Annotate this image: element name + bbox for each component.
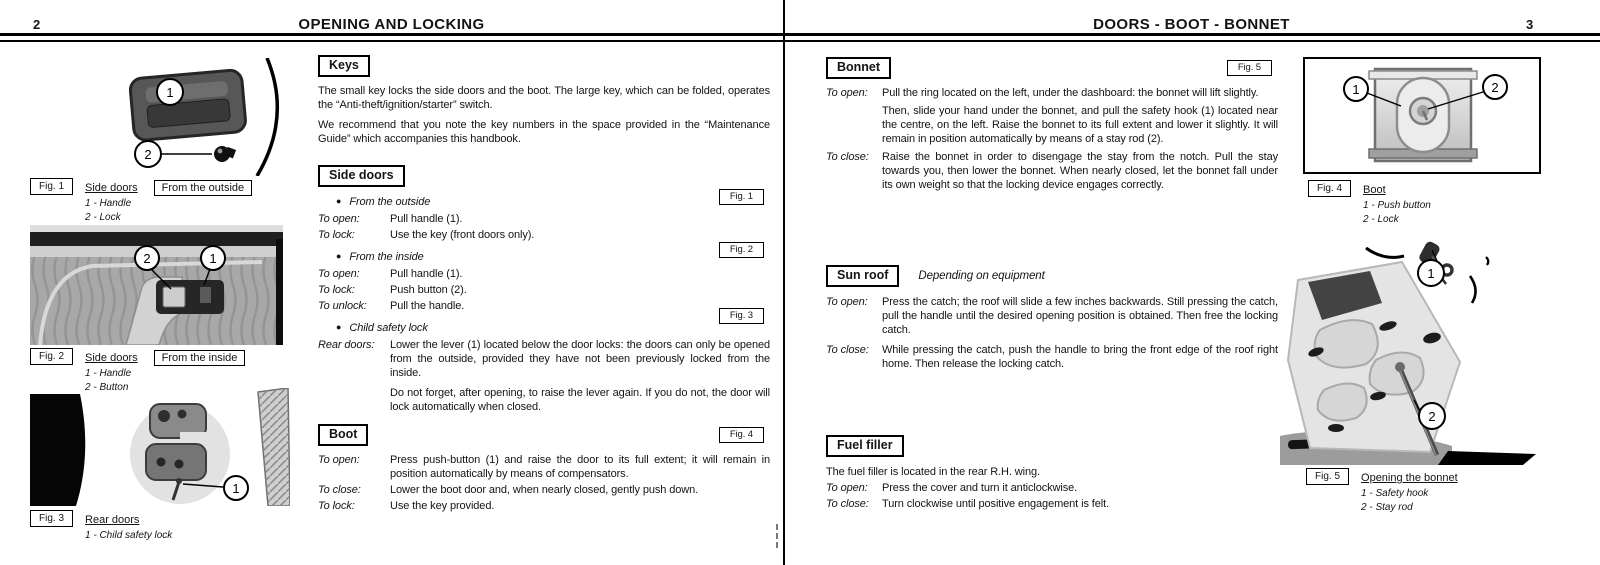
fig2-title: Side doors — [85, 352, 138, 364]
callout-2-number: 2 — [1491, 80, 1499, 95]
bullet-icon: ● — [336, 196, 342, 206]
fig2-tag: From the inside — [154, 350, 246, 366]
keys-paragraph-1: The small key locks the side doors and the boot. The large key, which can be folded, operates the “Anti-theft/ignition/starter” switch. — [318, 85, 770, 111]
instruction-row: To open: Press the catch; the roof will slide a few inches backwards. Still pressing the catch, pull the handle until the desired opening position is obtained. Then free the locking catch. — [826, 296, 1278, 336]
instruction-row: To unlock: Pull the handle. — [318, 300, 465, 312]
fuel-filler-intro: The fuel filler is located in the rear R.H. wing. — [826, 466, 1040, 478]
fig2-item: 1 - Handle — [85, 368, 132, 379]
figure-3-caption — [30, 510, 172, 542]
keys-heading: Keys — [318, 55, 370, 77]
boot-button-figure-frame — [1303, 57, 1541, 174]
section-sun-roof — [826, 265, 1278, 371]
sun-roof-subtitle: Depending on equipment — [918, 270, 1045, 282]
right-text-column — [826, 0, 1278, 565]
fig3-title: Rear doors — [85, 514, 140, 526]
fig4-item: 1 - Push button — [1363, 200, 1431, 211]
child-safety-subheading: ● Child safety lock — [336, 322, 428, 334]
fig5-item: 1 - Safety hook — [1361, 488, 1429, 499]
fig4-item: 2 - Lock — [1363, 214, 1399, 225]
fig1-label: Fig. 1 — [30, 178, 73, 195]
boot-heading: Boot — [318, 424, 368, 446]
fig3-item: 1 - Child safety lock — [85, 530, 173, 541]
instruction-row: To open: Pull the ring located on the left, under the dashboard: the bonnet will lift slightly. — [826, 87, 1259, 99]
bullet-icon: ● — [336, 251, 342, 261]
callout-1-number: 1 — [232, 481, 240, 496]
instruction-row: To open: Press the cover and turn it anticlockwise. — [826, 482, 1078, 494]
instruction-row: To open: Pull handle (1). — [318, 213, 463, 225]
section-side-doors — [318, 165, 770, 414]
rear-doors-paragraph: Rear doors: Lower the lever (1) located below the door locks: the doors can only be opened from the outside, provided they have not been previously locked from the inside. — [318, 339, 770, 379]
callout-1-number: 1 — [1427, 266, 1435, 281]
bonnet-heading: Bonnet — [826, 57, 891, 79]
fig1-title: Side doors — [85, 182, 138, 194]
instruction-row: To close: Turn clockwise until positive engagement is felt. — [826, 498, 1110, 510]
callout-1-number: 1 — [209, 251, 217, 266]
outside-door-handle-illustration — [100, 58, 300, 176]
section-boot — [318, 424, 770, 513]
instruction-row: To close: Lower the boot door and, when nearly closed, gently push down. — [318, 484, 699, 496]
instruction-row: To lock: Use the key provided. — [318, 500, 495, 512]
sun-roof-heading: Sun roof — [826, 265, 899, 287]
callout-2-number: 2 — [144, 147, 152, 162]
instruction-row: To open: Pull handle (1). — [318, 268, 463, 280]
page-divider — [783, 0, 785, 565]
callout-1-number: 1 — [166, 85, 174, 100]
fig4-title: Boot — [1363, 184, 1386, 196]
page-number-right: 3 — [1526, 17, 1534, 32]
instruction-row: To open: Press push-button (1) and raise the door to its full extent; it will remain in position automatically by means of compensators. — [318, 454, 770, 480]
page-title-right: DOORS - BOOT - BONNET — [1093, 16, 1290, 33]
rear-doors-note: Do not forget, after opening, to raise the lever again. If you do not, the door will lock automatically when closed. — [390, 387, 770, 413]
fig2-item: 2 - Button — [85, 382, 129, 393]
fig1-item: 2 - Lock — [85, 212, 121, 223]
bullet-icon: ● — [336, 322, 342, 332]
fig4-label: Fig. 4 — [1308, 180, 1351, 197]
side-doors-heading: Side doors — [318, 165, 405, 187]
from-outside-subheading: ● From the outside — [336, 196, 431, 208]
page-title-left: OPENING AND LOCKING — [298, 16, 485, 33]
rear-door-lock-photo — [30, 388, 290, 506]
fig2-chip: Fig. 2 — [719, 242, 764, 258]
fig1-item: 1 - Handle — [85, 198, 132, 209]
section-fuel-filler — [826, 435, 1278, 511]
fig5-chip: Fig. 5 — [1227, 60, 1272, 76]
header-rule — [0, 33, 1600, 42]
instruction-row: To lock: Push button (2). — [318, 284, 467, 296]
from-inside-subheading: ● From the inside — [336, 251, 424, 263]
instruction-row: To lock: Use the key (front doors only). — [318, 229, 535, 241]
fig4-chip: Fig. 4 — [719, 427, 764, 443]
fig1-chip: Fig. 1 — [719, 189, 764, 205]
fig5-item: 2 - Stay rod — [1361, 502, 1413, 513]
callout-2-number: 2 — [1428, 409, 1436, 424]
figure-1-caption — [30, 178, 252, 224]
open-bonnet-photo — [1280, 240, 1580, 465]
fig5-label: Fig. 5 — [1306, 468, 1349, 485]
fig2-label: Fig. 2 — [30, 348, 73, 365]
divider-tick — [776, 524, 778, 548]
section-keys — [318, 55, 770, 146]
keys-paragraph-2: We recommend that you note the key numbers in the space provided in the “Maintenance Guide” which accompanies this handbook. — [318, 119, 770, 145]
left-text-column — [318, 0, 770, 565]
callout-1-number: 1 — [1352, 82, 1360, 97]
fig5-title: Opening the bonnet — [1361, 472, 1458, 484]
fuel-filler-heading: Fuel filler — [826, 435, 904, 457]
boot-button-illustration — [1305, 59, 1539, 172]
callout-2-number: 2 — [143, 251, 151, 266]
fig3-chip: Fig. 3 — [719, 308, 764, 324]
instruction-row: To close: While pressing the catch, push the handle to bring the front edge of the roof right home. Then release the locking catch. — [826, 344, 1278, 370]
fig1-tag: From the outside — [154, 180, 253, 196]
figure-5-caption — [1306, 468, 1458, 514]
fig3-label: Fig. 3 — [30, 510, 73, 527]
figure-4-caption — [1308, 180, 1431, 226]
instruction-continuation: Then, slide your hand under the bonnet, and pull the safety hook (1) located near the centre, on the left. Raise the bonnet to its full extent and lower it slightly. It will remain in position automatically by means of a stay rod (2). — [882, 105, 1278, 145]
instruction-row: To close: Raise the bonnet in order to disengage the stay from the notch. Pull the stay towards you, then lower the bonnet. When nearly closed, let the bonnet fall under its own weight so that the locking device engages correctly. — [826, 151, 1278, 191]
inside-door-panel-photo — [30, 225, 283, 345]
page-number-left: 2 — [33, 17, 41, 32]
section-bonnet — [826, 57, 1278, 192]
